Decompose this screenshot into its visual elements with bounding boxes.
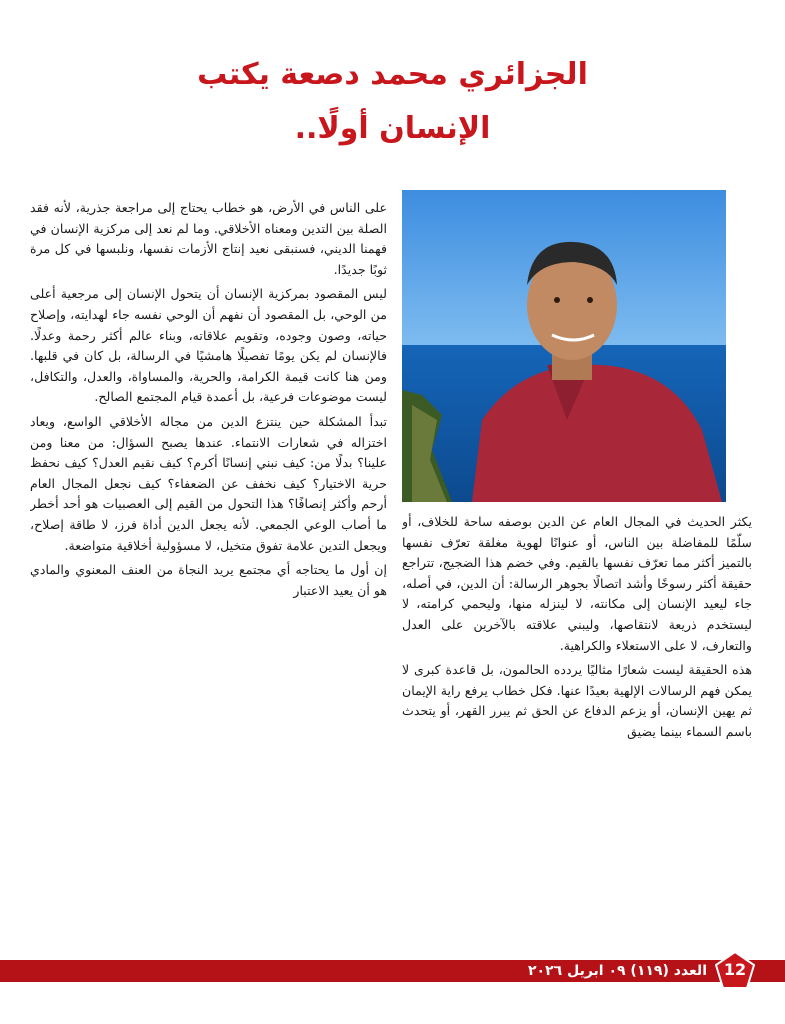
article-column-left [30, 198, 387, 910]
paragraph: إن أول ما يحتاجه أي مجتمع يريد النجاة من العنف المعنوي والمادي هو أن يعيد الاعتبار [30, 562, 387, 598]
paragraph: على الناس في الأرض، هو خطاب يحتاج إلى مراجعة جذرية، لأنه فقد الصلة بين التدين ومعناه الأخلاقي. وما لم نعد إلى مركزية الإنسان في فهمنا الديني، فسنبقى نعيد إنتاج الأزمات نفسها، ونلبسها في كل مرة ثوبًا جديدًا. [30, 200, 387, 277]
author-photo-image [402, 190, 726, 502]
article-title [0, 48, 785, 156]
paragraph: تبدأ المشكلة حين ينتزع الدين من مجاله الأخلاقي الواسع، ويعاد اختزاله في شعارات الانتماء. عندها يصبح السؤال: من معنا ومن علينا؟ بدلًا من: كيف نبني إنسانًا أكرم؟ كيف نقيم العدل؟ كيف نحفظ حرية الاختيار؟ كيف نخفف عن الضعفاء؟ كيف نجعل المجال العام أرحم وأكثر إنصافًا؟ هذا التحول من القيم إلى العصبيات هو أحد أخطر ما أصاب الوعي الجمعي. لأنه يجعل الدين أداة فرز، لا طاقة إصلاح، ويجعل التدين علامة تفوق متخيل، لا مسؤولية أخلاقية متواضعة. [30, 413, 387, 553]
page-number: 12 [723, 960, 747, 979]
issue-info: العدد (١١٩) ٠٩ ابريل ٢٠٢٦ [528, 963, 707, 979]
article-column-right [402, 512, 752, 910]
paragraph: هذه الحقيقة ليست شعارًا مثاليًا يردده الحالمون، بل قاعدة كبرى لا يمكن فهم الرسالات الإلهية بعيدًا عنها. فكل خطاب يرفع راية الإيمان ثم يهين الإنسان، أو يزعم الدفاع عن الحق ثم يبرر القهر، أو يتحدث باسم السماء بينما يضيق [402, 662, 752, 739]
paragraph: ليس المقصود بمركزية الإنسان أن يتحول الإنسان إلى مرجعية أعلى من الوحي، بل المقصود أن نفهم أن الوحي نفسه جاء لهدايته، وإصلاح حياته، وصون وجوده، وتقويم علاقاته، وبناء عالم أكثر رحمة وعدلًا. فالإنسان لم يكن يومًا تفصيلًا هامشيًا في الرسالة، بل كان في قلبها. ومن هنا كانت قيمة الكرامة، والحرية، والمساواة، والعدل، والتكافل، ليست موضوعات فرعية، بل أعمدة قيام المجتمع الصالح. [30, 286, 387, 405]
article-title-line1: الجزائري محمد دصعة يكتب [197, 57, 588, 92]
paragraph: يكثر الحديث في المجال العام عن الدين بوصفه ساحة للخلاف، أو سلّمًا للمفاضلة بين الناس، أو عنوانًا لهوية مغلقة تعرّف نفسها بالتميز أكثر مما تعرّف نفسها بالقيم. وفي خضم هذا الضجيج، تتراجع حقيقة أكثر رسوخًا وأشد اتصالًا بجوهر الرسالة: أن الدين، في أصله، جاء ليعيد الإنسان إلى مكانته، لا لينزله منها، وليحمي كرامته، لا ليستخدم ذريعة لانتقاصها، وليبني علاقته بالآخرين على العدل والتعارف، لا على الاستعلاء والكراهية. [402, 514, 752, 653]
author-photo [402, 190, 726, 502]
article-title-line2: الإنسان أولًا.. [294, 111, 491, 146]
